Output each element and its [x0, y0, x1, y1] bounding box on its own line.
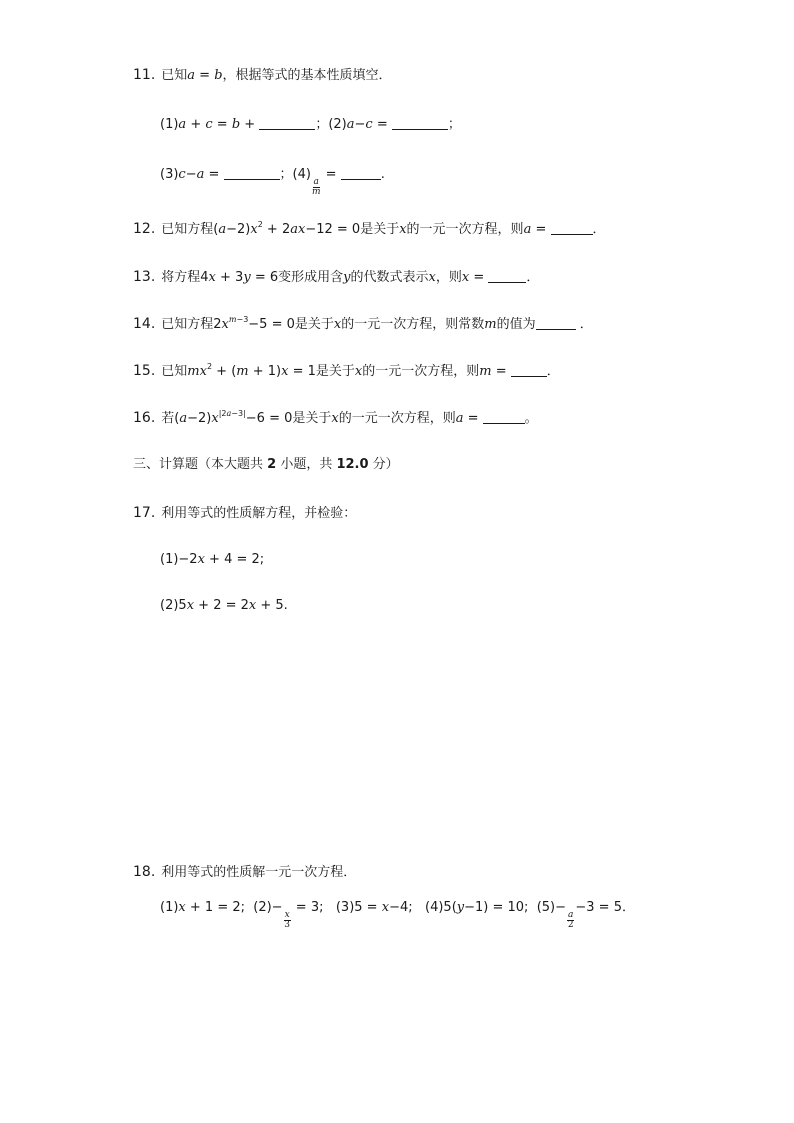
fraction: $\frac{x}{3}$ — [284, 910, 290, 930]
fraction: $\frac{a}{2}$ — [567, 910, 574, 930]
answer-blank[interactable] — [488, 270, 526, 283]
question-number: 16. — [133, 410, 156, 426]
question-18: 18. 利用等式的性质解一元一次方程． — [133, 864, 357, 880]
question-14: 14. 已知方程$2x^{m-3}-5 = 0$是关于x的一元一次方程，则常数m的值为 ． — [133, 315, 593, 332]
question-number: 13. — [133, 269, 156, 285]
answer-blank[interactable] — [551, 222, 593, 235]
question-number: 15. — [133, 363, 156, 379]
answer-blank[interactable] — [511, 364, 547, 377]
answer-blank[interactable] — [536, 317, 576, 330]
question-number: 17. — [133, 505, 156, 521]
question-18-parts: (1)x + 1 = 2; (2)− $\frac{x}{3}$ = 3; (3)5 = x−4; (4)5(y−1) = 10; (5)− $\frac{a}{2}$ −3 = 5． — [160, 900, 635, 930]
question-17: 17. 利用等式的性质解方程，并检验： — [133, 505, 357, 521]
question-15: 15. 已知$mx^2 + (m + 1)x = 1$是关于x的一元一次方程，则m = ． — [133, 362, 560, 379]
question-13: 13. 将方程4x + 3y = 6变形成用含y的代数式表示x，则x = ． — [133, 269, 540, 285]
question-number: 14. — [133, 316, 156, 332]
question-12: 12. 已知方程$(a-2)x^2 + 2ax-12 = 0$是关于x的一元一次方程，则a = ． — [133, 220, 606, 237]
section-3-title: 三、计算题（本大题共 2 小题，共 12.0 分） — [133, 457, 399, 472]
question-11: 11. 已知a = b，根据等式的基本性质填空． — [133, 67, 392, 83]
question-11-part-3-4: (3)c−a = ；(4) $\frac{a}{m}$ = . — [160, 167, 385, 197]
question-17-part-1: (1)−2x + 4 = 2; — [160, 552, 265, 567]
question-16: 16. 若$(a-2)x^{|2a-3|}-6 = 0$是关于x的一元一次方程，则a = 。 — [133, 409, 538, 426]
question-17-part-2: (2)5x + 2 = 2x + 5. — [160, 598, 288, 613]
fraction: $\frac{a}{m}$ — [311, 177, 321, 197]
question-11-part-1-2: (1)a + c = b + ；(2)a−c = ； — [160, 117, 461, 132]
answer-blank[interactable] — [224, 167, 280, 180]
answer-blank[interactable] — [259, 117, 315, 130]
answer-blank[interactable] — [341, 167, 381, 180]
question-number: 11. — [133, 67, 156, 83]
question-number: 12. — [133, 221, 156, 237]
answer-blank[interactable] — [392, 117, 448, 130]
answer-blank[interactable] — [483, 411, 525, 424]
question-number: 18. — [133, 864, 156, 880]
